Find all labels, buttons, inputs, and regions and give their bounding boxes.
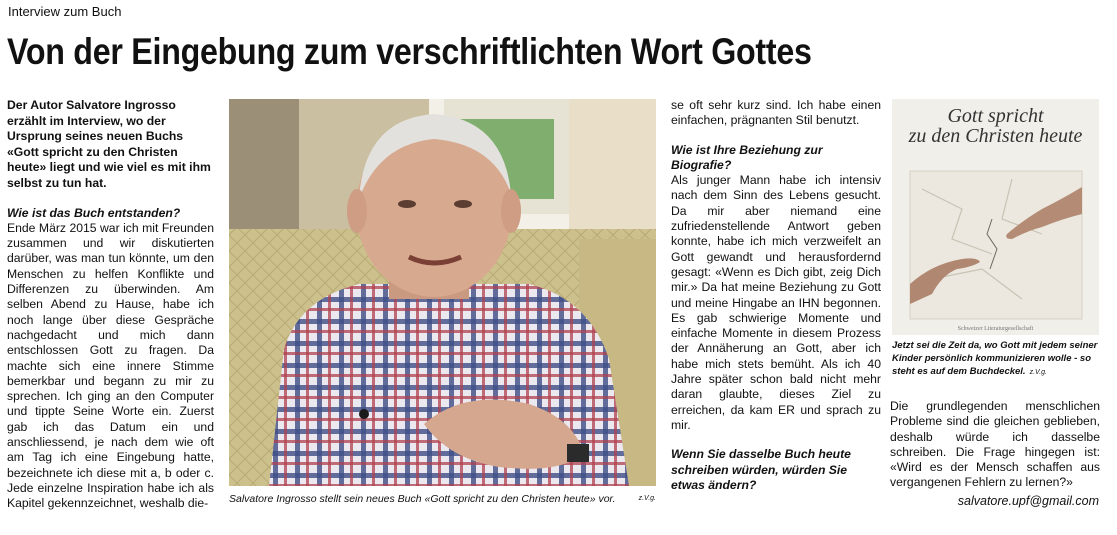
interview-photo bbox=[229, 99, 656, 486]
answer-1: Ende März 2015 war ich mit Freunden zusammen und wir diskutierten darüber, was man tun könnte, um den Menschen zu helfen Konflikte und Differenzen zu überwinden. Am selben Abend zu Hause, habe ich noch lange über diese Gespräche nachgedacht und mich dann entschlossen Gott zu fragen. Da machte sich eine innere Stimme bemerkbar und begann zu mir zu sprechen. Ich ging an den Computer und tippte Seine Worte ein. Zuerst gab ich das Datum ein und anschliessend, je nach dem wie oft am Tag ich eine Eingebung hatte, bezeichnete ich diese mit a, b oder c. Jede einzelne Inspiration habe ich als Kapitel gekennzeichnet, weshalb die- bbox=[7, 220, 214, 511]
book-title-line-2: zu den Christen heute bbox=[908, 125, 1083, 147]
article-column-2 bbox=[671, 98, 881, 493]
question-1: Wie ist das Buch entstanden? bbox=[7, 205, 181, 220]
book-caption bbox=[892, 339, 1102, 379]
answer-1-continued: se oft sehr kurz sind. Ich habe einen einfachen, prägnanten Stil benutzt. bbox=[671, 98, 881, 128]
book-credit: z.V.g. bbox=[1029, 369, 1047, 376]
book-cover bbox=[892, 99, 1099, 335]
question-2: Wie ist Ihre Beziehung zur Biografie? bbox=[671, 142, 823, 172]
question-3: Wenn Sie dasselbe Buch heute schreiben würden, würden Sie etwas ändern? bbox=[671, 447, 851, 492]
book-caption-text: Jetzt sei die Zeit da, wo Gott mit jedem seiner Kinder persönlich kommunizieren wolle - so steht es auf dem Buchdeckel. bbox=[892, 340, 1098, 377]
kicker: Interview zum Buch bbox=[8, 4, 122, 19]
book-title-line-1: Gott spricht bbox=[947, 105, 1044, 127]
photo-caption-text: Salvatore Ingrosso stellt sein neues Buch «Gott spricht zu den Christen heute» vor. bbox=[229, 493, 616, 505]
headline: Von der Eingebung zum verschriftlichten Wort Gottes bbox=[7, 31, 812, 72]
author-email: salvatore.upf@gmail.com bbox=[957, 494, 1099, 508]
lead-paragraph: Der Autor Salvatore Ingrosso erzählt im Interview, wo der Ursprung seines neuen Buchs «Gott spricht zu den Christen heute» liegt und wie viel es mit ihm selbst zu tun hat. bbox=[7, 98, 211, 190]
answer-2: Als junger Mann habe ich intensiv nach dem Sinn des Lebens gesucht. Da mir aber niemand eine zufriedenstellende Antwort geben konnte, habe ich mich verzweifelt an Gott gewandt und herausfordernd gesagt: «Wenn es Dich gibt, zeig Dich mir.» Da hat meine Beziehung zu Gott und meine Hingabe an IHN begonnen. Es gab schwierige Momente und einfache Momente in diesem Prozess der Annäherung an Gott, aber ich habe mich stets bemüht. Als ich 40 Jahre später schon bald nicht mehr daran glaubte, dieses Ziel zu erreichen, da kam ER und sprach zu mir. bbox=[671, 173, 881, 432]
photo-caption bbox=[229, 493, 656, 505]
interview-photo-illustration bbox=[229, 99, 656, 486]
book-cover-illustration bbox=[892, 99, 1099, 335]
answer-3: Die grundlegenden menschlichen Probleme sind die gleichen geblieben, deshalb würde ich dasselbe schreiben. Die Frage hingegen ist: «Wird es der Mensch schaffen aus vergangenen Fehlern zu lernen?» bbox=[890, 399, 1100, 490]
article-column-1 bbox=[7, 98, 214, 512]
article-column-3 bbox=[890, 399, 1100, 491]
book-publisher: Schweizer Literaturgesellschaft bbox=[957, 326, 1034, 332]
photo-credit: z.V.g. bbox=[638, 495, 656, 502]
